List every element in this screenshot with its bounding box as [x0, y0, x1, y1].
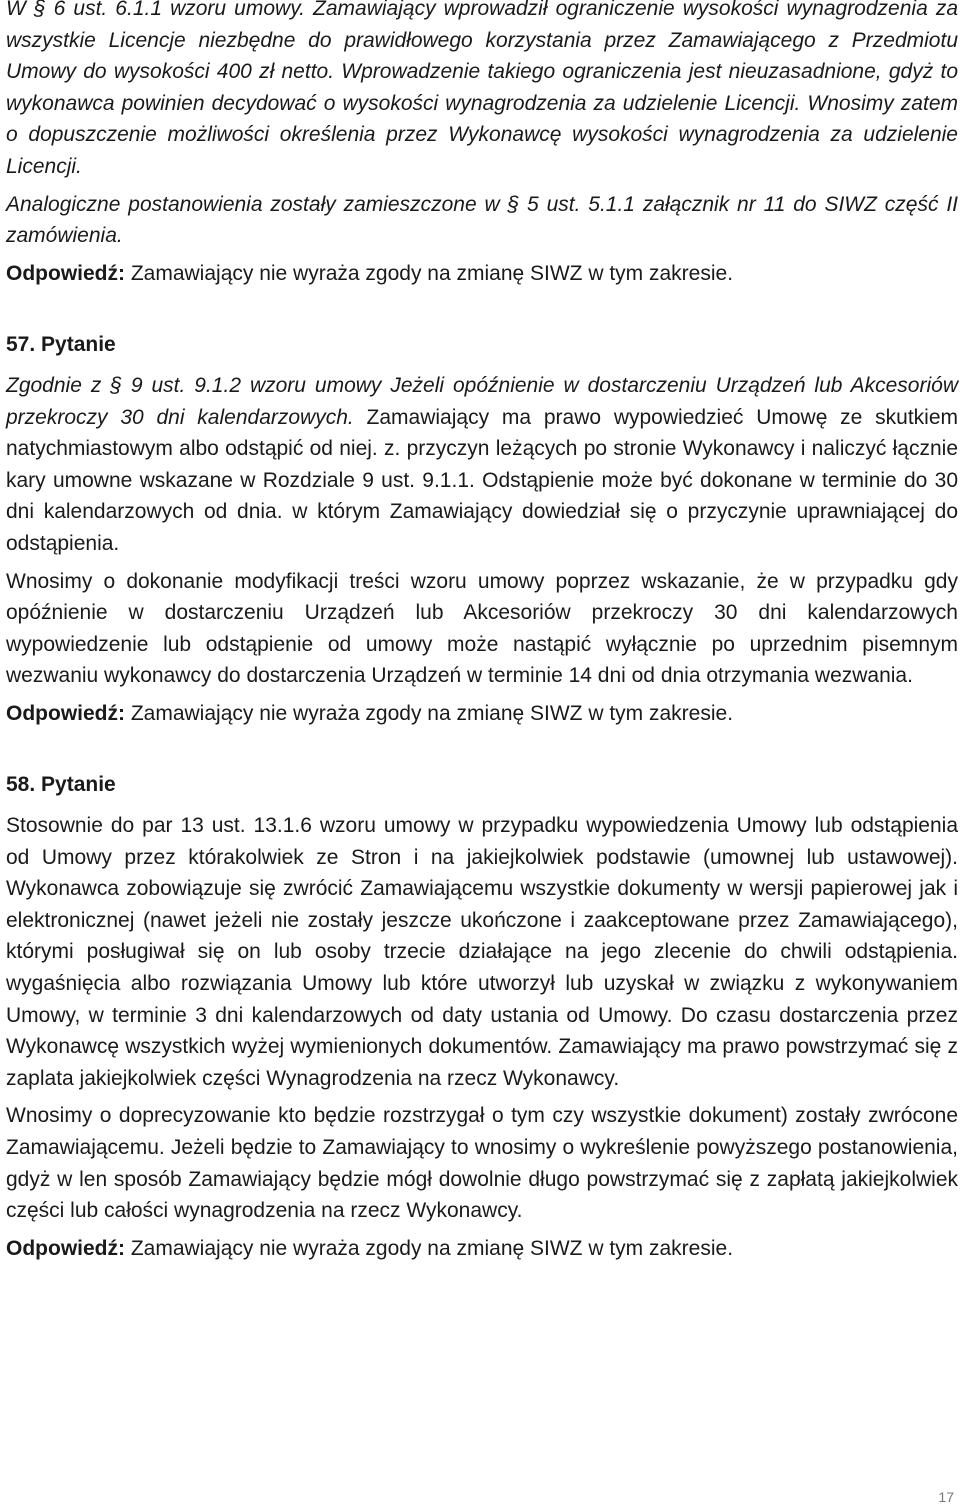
page-number: 17: [938, 1489, 954, 1505]
q57-answer-text: Zamawiający nie wyraża zgody na zmianę SIWZ w tym zakresie.: [125, 701, 734, 725]
document-body: [6, 0, 958, 1264]
q57-heading: 57. Pytanie: [6, 333, 116, 357]
q58-paragraph-quote: Stosownie do par 13 ust. 13.1.6 wzoru umowy w przypadku wypowiedzenia Umowy lub odstąpienia od Umowy przez którakolwiek ze Stron i na jakiejkolwiek podstawie (umownej lub ustawowej). Wykonawca zobowiązuje się zwrócić Zamawiającemu wszystkie dokumenty w wersji papierowej jak i elektronicznej (nawet jeżeli nie zostały jeszcze ukończone i zaakceptowane przez Zamawiającego), którymi posługiwał się on lub osoby trzecie działające na jego zlecenie do chwili odstąpienia. wygaśnięcia albo rozwiązania Umowy lub które utworzył lub uzyskał w związku z wykonywaniem Umowy, w terminie 3 dni kalendarzowych od daty ustania od Umowy. Do czasu dostarczenia przez Wykonawcę wszystkich wyżej wymienionych dokumentów. Zamawiający ma prawo powstrzymać się z zaplata jakiejkolwiek części Wynagrodzenia na rzecz Wykonawcy.: [6, 814, 958, 1090]
q56-answer-text: Zamawiający nie wyraża zgody na zmianę SIWZ w tym zakresie.: [125, 261, 734, 285]
q57-quote-text: Zgodnie z § 9 ust. 9.1.2 wzoru umowy Jeżeli opóźnienie w dostarczeniu Urządzeń lub Akcesoriów przekroczy 30 dni kalendarzowych.: [6, 373, 958, 429]
q56-analogous-text: Analogiczne postanowienia zostały zamieszczone w § 5 ust. 5.1.1 załącznik nr 11 do SIWZ część II zamówienia.: [6, 192, 958, 248]
q57-paragraph-request: Wnosimy o dokonanie modyfikacji treści wzoru umowy poprzez wskazanie, że w przypadku gdy opóźnienie w dostarczeniu Urządzeń lub Akcesoriów przekroczy 30 dni kalendarzowych wypowiedzenie lub odstąpienie od umowy może nastąpić wyłącznie po uprzednim pisemnym wezwaniu wykonawcy do dostarczenia Urządzeń w terminie 14 dni od dnia otrzymania wezwania.: [6, 569, 958, 688]
q57-paragraph-quote: [6, 370, 958, 560]
q56-paragraph-quote: [6, 0, 958, 183]
q56-quote-text: W § 6 ust. 6.1.1 wzoru umowy. Zamawiający wprowadził ograniczenie wysokości wynagrodzenia za wszystkie Licencje niezbędne do prawidłowego korzystania przez Zamawiającego z Przedmiotu Umowy do wysokości 400 zł netto. Wprowadzenie takiego ograniczenia jest nieuzasadnione, gdyż to wykonawca powinien decydować o wysokości wynagrodzenia za udzielenie Licencji. Wnosimy zatem o dopuszczenie możliwości określenia przez Wykonawcę wysokości wynagrodzenia za udzielenie Licencji.: [6, 0, 958, 178]
q58-paragraph-request: Wnosimy o doprecyzowanie kto będzie rozstrzygał o tym czy wszystkie dokument) zostały zwrócone Zamawiającemu. Jeżeli będzie to Zamawiający to wnosimy o wykreślenie powyższego postanowienia, gdyż w len sposób Zamawiający będzie mógł dowolnie długo powstrzymać się z zapłatą jakiejkolwiek części lub całości wynagrodzenia na rzecz Wykonawcy.: [6, 1104, 958, 1223]
q57-answer: [6, 698, 958, 730]
q56-answer: [6, 258, 958, 290]
q58-answer-label: Odpowiedź:: [6, 1236, 125, 1260]
q56-answer-label: Odpowiedź:: [6, 261, 125, 285]
q57-answer-label: Odpowiedź:: [6, 701, 125, 725]
q58-answer: [6, 1233, 958, 1265]
q58-heading: 58. Pytanie: [6, 773, 116, 797]
q56-paragraph-analogous: [6, 189, 958, 252]
q57-quote-rest: Zamawiający ma prawo wypowiedzieć Umowę ze skutkiem natychmiastowym albo odstąpić od niej. z. przyczyn leżących po stronie Wykonawcy i naliczyć łącznie kary umowne wskazane w Rozdziale 9 ust. 9.1.1. Odstąpienie może być dokonane w terminie do 30 dni kalendarzowych od dnia. w którym Zamawiający dowiedział się o przyczynie uprawniającej do odstąpienia.: [6, 405, 959, 555]
q58-answer-text: Zamawiający nie wyraża zgody na zmianę SIWZ w tym zakresie.: [125, 1236, 734, 1260]
